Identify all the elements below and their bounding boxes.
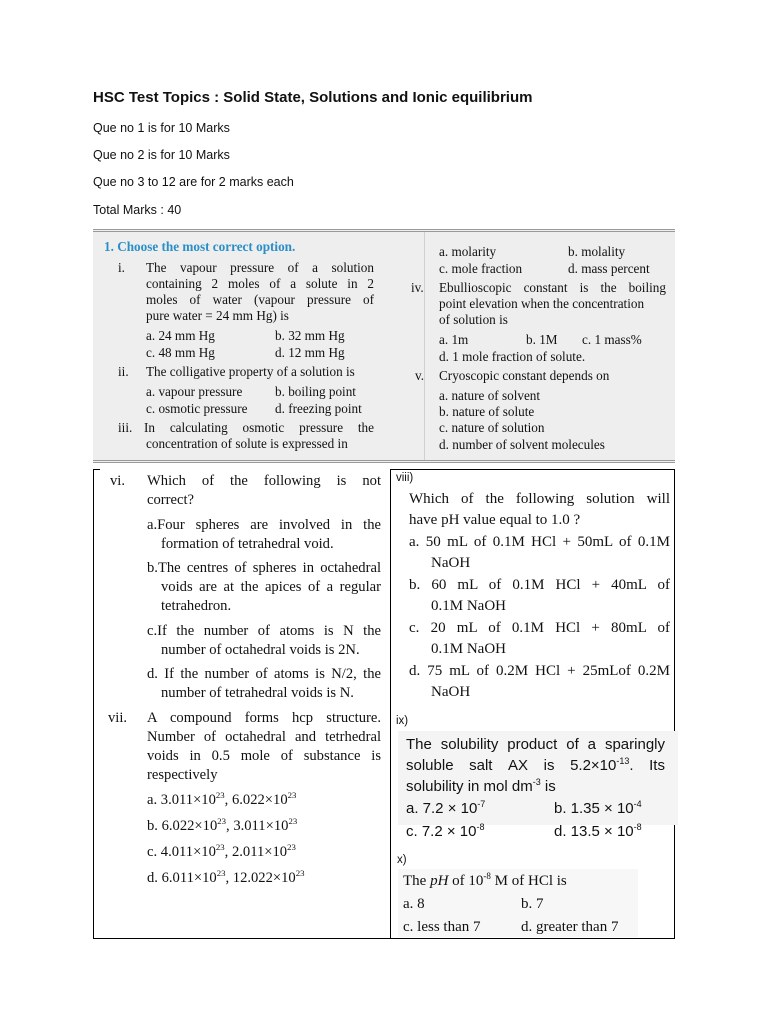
question-text: The colligative property of a solution is xyxy=(146,364,355,379)
option-d: d. $13.5 \times 10^{-8}$ xyxy=(554,822,642,840)
option-b: b. 32 mm Hg xyxy=(275,328,345,343)
info-line-1: Que no 1 is for 10 Marks xyxy=(93,121,230,135)
option-d: d. 1 mole fraction of solute. xyxy=(439,349,586,364)
question-text: Ebullioscopic constant is the boiling xyxy=(439,280,666,295)
option-b: b. molality xyxy=(568,244,626,259)
section-1-panel xyxy=(93,229,675,463)
option-d: d. 75 mL of 0.2M HCl + 25mLof 0.2M xyxy=(409,663,670,679)
info-line-3: Que no 3 to 12 are for 2 marks each xyxy=(93,175,294,189)
option-d: d. If the number of atoms is N/2, the xyxy=(147,666,381,682)
option-a: a. nature of solvent xyxy=(439,388,541,403)
question-text: Which of the following is not xyxy=(147,473,381,489)
option-c: c. osmotic pressure xyxy=(146,401,248,416)
option-b: b. nature of solute xyxy=(439,404,535,419)
question-text: solubility in mol $dm^{-3}$ is xyxy=(406,777,556,795)
question-text: soluble salt AX is $5.2\times 10^{-13}$. Its xyxy=(406,756,665,774)
question-text: The solubility product of a sparingly xyxy=(406,736,665,753)
option-b: b. 1M xyxy=(526,332,558,347)
option-b-cont: 0.1M NaOH xyxy=(431,598,506,614)
option-d-cont: NaOH xyxy=(431,684,471,700)
question-text: Which of the following solution will xyxy=(409,491,670,507)
option-c: c. less than 7 xyxy=(403,919,481,935)
option-a: a. 8 xyxy=(403,896,425,912)
question-number: iii. xyxy=(118,420,133,435)
option-a: a. 24 mm Hg xyxy=(146,328,215,343)
option-c: c. $4.011\times 10^{23}$, $2.011\times 10^{23}$ xyxy=(147,842,296,860)
question-text: voids in 0.5 mole of substance is xyxy=(147,748,381,764)
option-a: a. vapour pressure xyxy=(146,384,243,399)
box-bottom-border xyxy=(93,938,675,939)
question-text: correct? xyxy=(147,492,194,508)
question-text: Cryoscopic constant depends on xyxy=(439,368,610,383)
option-a-cont: NaOH xyxy=(431,555,471,571)
option-b-cont: voids are at the apices of a regular xyxy=(161,579,381,595)
box-top-tick xyxy=(93,469,100,470)
option-d: d. mass percent xyxy=(568,261,650,276)
option-b: b. $6.022\times 10^{23}$, $3.011\times 10^{23}$ xyxy=(147,816,298,834)
option-a: a.Four spheres are involved in the xyxy=(147,517,381,533)
question-text: Number of octahedral and tetrhedral xyxy=(147,729,381,745)
option-b: b. 7 xyxy=(521,896,544,912)
box-middle-border xyxy=(390,469,391,939)
question-label: ix) xyxy=(396,715,409,727)
question-number: v. xyxy=(415,368,425,383)
question-text: moles of water (vapour pressure of xyxy=(146,292,374,307)
option-c: c. nature of solution xyxy=(439,420,545,435)
section-1-heading: 1. Choose the most correct option. xyxy=(104,239,296,254)
option-a: a. $7.2 \times 10^{-7}$ xyxy=(406,799,486,817)
info-line-2: Que no 2 is for 10 Marks xyxy=(93,148,230,162)
option-b: b. 60 mL of 0.1M HCl + 40mL of xyxy=(409,577,670,593)
option-c: c. 1 mass% xyxy=(582,332,642,347)
box-right-border xyxy=(674,469,675,939)
section-2-box xyxy=(93,469,675,939)
question-number: ii. xyxy=(118,364,129,379)
option-a-cont: formation of tetrahedral void. xyxy=(161,536,334,552)
question-text: respectively xyxy=(147,767,218,783)
option-d-cont: number of tetrahedral voids is N. xyxy=(161,685,354,701)
box-left-border xyxy=(93,469,94,939)
option-a: a. $3.011\times 10^{23}$, $6.022\times 10^{23}$ xyxy=(147,790,297,808)
option-b: b. boiling point xyxy=(275,384,356,399)
question-text: The pH of $10^{-8}$ M of HCl is xyxy=(403,871,567,889)
question-number: vi. xyxy=(110,473,125,489)
total-marks: Total Marks : 40 xyxy=(93,203,182,217)
option-c-cont: number of octahedral voids is 2N. xyxy=(161,642,360,658)
question-number: vii. xyxy=(108,710,128,726)
option-d: d. $6.011\times 10^{23}$, $12.022\times 10^{23}$ xyxy=(147,868,305,886)
question-text: point elevation when the concentration xyxy=(439,296,645,311)
question-text: In calculating osmotic pressure the xyxy=(144,420,374,435)
option-c: c.If the number of atoms is N the xyxy=(147,623,381,639)
option-b: b. $1.35 \times 10^{-4}$ xyxy=(554,799,642,817)
question-label: viii) xyxy=(396,472,414,484)
option-c: c. $7.2 \times 10^{-8}$ xyxy=(406,822,485,840)
question-number: iv. xyxy=(411,280,424,295)
question-number: i. xyxy=(118,260,125,275)
question-label: x) xyxy=(397,854,407,866)
column-divider xyxy=(424,232,425,460)
question-text: containing 2 moles of a solute in 2 xyxy=(146,276,374,291)
question-text: A compound forms hcp structure. xyxy=(147,710,381,726)
option-c: c. 48 mm Hg xyxy=(146,345,215,360)
box-top-border xyxy=(390,469,675,470)
option-b-cont: tetrahedron. xyxy=(161,598,232,614)
option-a: a. molarity xyxy=(439,244,497,259)
option-d: d. number of solvent molecules xyxy=(439,437,605,452)
question-text: The vapour pressure of a solution xyxy=(146,260,374,275)
option-a: a. 50 mL of 0.1M HCl + 50mL of 0.1M xyxy=(409,534,670,550)
option-d: d. greater than 7 xyxy=(521,919,619,935)
option-d: d. freezing point xyxy=(275,401,362,416)
question-text: have pH value equal to 1.0 ? xyxy=(409,512,581,528)
option-b: b.The centres of spheres in octahedral xyxy=(147,560,381,576)
option-c: c. mole fraction xyxy=(439,261,523,276)
option-c: c. 20 mL of 0.1M HCl + 80mL of xyxy=(409,620,670,636)
option-a: a. 1m xyxy=(439,332,469,347)
option-c-cont: 0.1M NaOH xyxy=(431,641,506,657)
question-text: of solution is xyxy=(439,312,508,327)
question-text: pure water = 24 mm Hg) is xyxy=(146,308,289,323)
option-d: d. 12 mm Hg xyxy=(275,345,345,360)
page-title: HSC Test Topics : Solid State, Solutions and Ionic equilibrium xyxy=(93,89,533,106)
question-text: concentration of solute is expressed in xyxy=(146,436,348,451)
